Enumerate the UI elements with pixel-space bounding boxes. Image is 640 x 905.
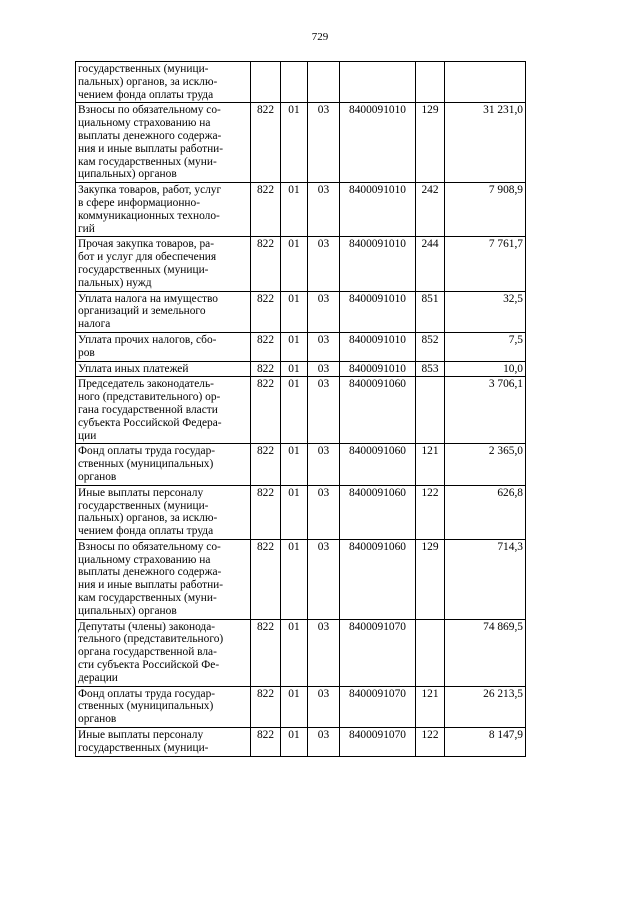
cell-name-line: Иные выплаты персоналу [78,486,204,499]
cell-name-line: пальных) органов, за исклю- [78,512,218,525]
cell-name [76,686,251,727]
table-row [76,332,526,361]
cell-name-line: ния и иные выплаты работни- [78,142,224,155]
cell-name [76,237,251,291]
cell-name-line: пальных) нужд [78,276,152,289]
cell-expense-type [416,619,445,686]
cell-amount: 7,5 [445,332,526,361]
cell-name [76,332,251,361]
cell-ministry: 822 [251,728,281,757]
cell-section: 01 [281,539,308,619]
cell-ministry: 822 [251,444,281,485]
cell-ministry: 822 [251,686,281,727]
cell-name-line: бот и услуг для обеспечения [78,251,217,264]
cell-expense-type: 129 [416,103,445,183]
cell-ministry [251,62,281,103]
cell-section: 01 [281,361,308,377]
cell-name [76,103,251,183]
cell-name-line: чением фонда оплаты труда [78,88,214,101]
cell-name-line: ного (представительного) ор- [78,391,221,404]
cell-subsection: 03 [308,728,340,757]
cell-expense-type: 121 [416,686,445,727]
cell-name-line: Взносы по обязательному со- [78,104,221,117]
cell-expense-type [416,377,445,444]
cell-expense-type: 852 [416,332,445,361]
cell-subsection: 03 [308,619,340,686]
cell-subsection: 03 [308,183,340,237]
cell-amount: 32,5 [445,291,526,332]
cell-name [76,361,251,377]
cell-name-line: кам государственных (муни- [78,592,217,605]
cell-name-line: в сфере информационно- [78,196,200,209]
cell-ministry: 822 [251,103,281,183]
cell-name-line: Уплата налога на имущество [78,292,218,305]
cell-amount: 3 706,1 [445,377,526,444]
cell-ministry: 822 [251,332,281,361]
table-row [76,619,526,686]
cell-subsection: 03 [308,291,340,332]
cell-name-line: государственных (муници- [78,741,209,754]
cell-ministry: 822 [251,377,281,444]
table-row [76,183,526,237]
cell-amount [445,62,526,103]
cell-ministry: 822 [251,485,281,539]
cell-expense-type: 853 [416,361,445,377]
cell-name-line: выплаты денежного содержа- [78,566,222,579]
cell-name [76,62,251,103]
cell-ministry: 822 [251,539,281,619]
cell-target-article: 8400091010 [340,291,416,332]
cell-name-line: сти субъекта Российской Фе- [78,659,220,672]
cell-name-line: органов [78,713,117,726]
cell-target-article [340,62,416,103]
cell-name [76,619,251,686]
page-number: 729 [311,31,329,43]
cell-expense-type: 851 [416,291,445,332]
cell-name-line: ственных (муниципальных) [78,458,214,471]
table-row [76,62,526,103]
cell-name-line: Прочая закупка товаров, ра- [78,238,214,251]
table-row [76,728,526,757]
cell-subsection [308,62,340,103]
cell-name-line: Фонд оплаты труда государ- [78,445,216,458]
cell-name-line: Председатель законодатель- [78,378,214,391]
table-row [76,377,526,444]
budget-table [75,61,526,757]
cell-expense-type: 122 [416,485,445,539]
cell-name-line: субъекта Российской Федера- [78,416,222,429]
cell-name-line: ров [78,346,95,359]
cell-amount: 714,3 [445,539,526,619]
cell-target-article: 8400091010 [340,237,416,291]
cell-ministry: 822 [251,291,281,332]
cell-subsection: 03 [308,332,340,361]
cell-amount: 74 869,5 [445,619,526,686]
table-row [76,361,526,377]
cell-name-line: чением фонда оплаты труда [78,525,214,538]
cell-ministry: 822 [251,619,281,686]
cell-amount: 31 231,0 [445,103,526,183]
cell-name-line: выплаты денежного содержа- [78,129,222,142]
cell-name [76,377,251,444]
cell-name-line: ципальных) органов [78,604,177,617]
cell-subsection: 03 [308,361,340,377]
cell-section: 01 [281,237,308,291]
cell-name-line: Закупка товаров, работ, услуг [78,184,222,197]
cell-subsection: 03 [308,686,340,727]
cell-name-line: органов [78,470,117,483]
cell-target-article: 8400091060 [340,485,416,539]
cell-name-line: государственных (муници- [78,499,209,512]
table-row [76,444,526,485]
cell-expense-type [416,62,445,103]
cell-name [76,444,251,485]
cell-name-line: тельного (представительного) [78,633,224,646]
cell-target-article: 8400091070 [340,686,416,727]
cell-target-article: 8400091070 [340,619,416,686]
cell-ministry: 822 [251,237,281,291]
cell-target-article: 8400091060 [340,539,416,619]
table-row [76,539,526,619]
cell-expense-type: 242 [416,183,445,237]
table-row [76,485,526,539]
cell-subsection: 03 [308,237,340,291]
cell-section: 01 [281,485,308,539]
cell-name-line: коммуникационных техноло- [78,209,220,222]
cell-name-line: ции [78,429,97,442]
cell-section: 01 [281,291,308,332]
cell-name-line: государственных (муници- [78,63,209,75]
cell-subsection: 03 [308,539,340,619]
cell-section [281,62,308,103]
cell-name-line: дерации [78,671,118,684]
cell-name-line: государственных (муници- [78,263,209,276]
cell-name-line: циальному страхованию на [78,117,211,130]
cell-subsection: 03 [308,103,340,183]
cell-section: 01 [281,619,308,686]
cell-section: 01 [281,183,308,237]
cell-expense-type: 244 [416,237,445,291]
cell-ministry: 822 [251,361,281,377]
cell-target-article: 8400091010 [340,361,416,377]
cell-ministry: 822 [251,183,281,237]
cell-name-line: Уплата иных платежей [78,362,189,375]
cell-name-line: кам государственных (муни- [78,155,217,168]
cell-name-line: ственных (муниципальных) [78,700,214,713]
cell-section: 01 [281,377,308,444]
cell-amount: 2 365,0 [445,444,526,485]
cell-amount: 626,8 [445,485,526,539]
cell-target-article: 8400091060 [340,444,416,485]
cell-name-line: Уплата прочих налогов, сбо- [78,333,217,346]
table-row [76,237,526,291]
cell-section: 01 [281,103,308,183]
cell-name [76,539,251,619]
cell-expense-type: 122 [416,728,445,757]
cell-amount: 7 908,9 [445,183,526,237]
cell-target-article: 8400091010 [340,103,416,183]
cell-name [76,485,251,539]
cell-expense-type: 129 [416,539,445,619]
cell-amount: 10,0 [445,361,526,377]
cell-name-line: организаций и земельного [78,305,206,318]
cell-name-line: пальных) органов, за исклю- [78,75,218,88]
cell-target-article: 8400091060 [340,377,416,444]
cell-name-line: ципальных) органов [78,168,177,181]
cell-section: 01 [281,444,308,485]
cell-target-article: 8400091010 [340,183,416,237]
cell-amount: 26 213,5 [445,686,526,727]
cell-subsection: 03 [308,377,340,444]
cell-amount: 8 147,9 [445,728,526,757]
cell-amount: 7 761,7 [445,237,526,291]
cell-name-line: Фонд оплаты труда государ- [78,687,216,700]
cell-name-line: Иные выплаты персоналу [78,729,204,742]
cell-expense-type: 121 [416,444,445,485]
cell-name [76,728,251,757]
cell-subsection: 03 [308,444,340,485]
cell-name-line: Взносы по обязательному со- [78,540,221,553]
table-row [76,686,526,727]
cell-name-line: ния и иные выплаты работни- [78,579,224,592]
cell-subsection: 03 [308,485,340,539]
table-row [76,103,526,183]
cell-name-line: циальному страхованию на [78,553,211,566]
cell-name-line: налога [78,318,111,331]
cell-section: 01 [281,728,308,757]
cell-target-article: 8400091070 [340,728,416,757]
cell-name-line: Депутаты (члены) законода- [78,620,216,633]
table-row [76,291,526,332]
cell-name [76,291,251,332]
cell-target-article: 8400091010 [340,332,416,361]
cell-name-line: гана государственной власти [78,403,218,416]
cell-section: 01 [281,332,308,361]
cell-name-line: гий [78,222,95,235]
cell-name-line: органа государственной вла- [78,646,217,659]
cell-section: 01 [281,686,308,727]
cell-name [76,183,251,237]
